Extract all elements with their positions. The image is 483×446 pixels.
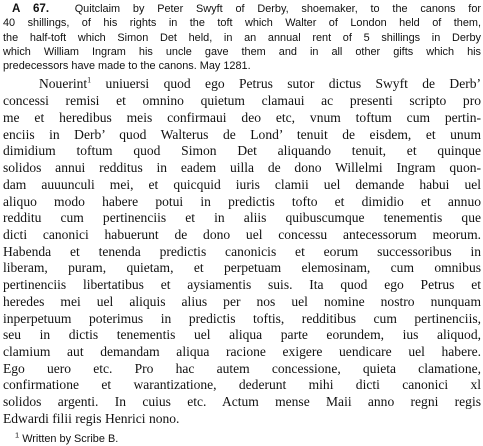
charter-line: dimidium toftum quod Simon Det aliquando tenuit, et quinque <box>3 143 481 159</box>
charter-line: uniuersi quod ego Petrus sutor dictus Swyft de Derb’ <box>91 76 481 92</box>
charter-text <box>3 76 481 427</box>
summary-line: Quitclaim by Peter Swyft of Derby, shoemaker, to the canons for <box>74 3 481 15</box>
summary-line: 40 shillings, of his rights in the toft which Walter of London held of them, <box>3 17 481 30</box>
charter-opening-word: Nouerint <box>39 76 88 92</box>
charter-line: seu in dictis tenementis uel aliqua parte eorundem, ius aliquod, <box>3 327 481 343</box>
charter-line: me et heredibus meis confirmaui deo etc, vnum toftum cum pertin- <box>3 109 481 125</box>
charter-line: dicti canonici habuerunt de dono uel concessu antecessorum meorum. <box>3 226 481 242</box>
summary-line: predecessors have made to the canons. May 1281. <box>3 60 251 73</box>
charter-line: enciis in Derb’ quod Walterus de Lond’ tenuit de eisdem, et unum <box>3 126 481 142</box>
charter-line: solidos argenti. In cuius etc. Actum mense Maii anno regni regis <box>3 394 481 410</box>
charter-line: inperpetuum poterimus in predictis toftis, redditibus cum pertinenciis, <box>3 310 481 326</box>
entry-reference: A 67. <box>12 2 50 15</box>
footnote <box>15 429 481 446</box>
charter-line: heredes mei uel aliquis alius per nos uel nomine nostro nunquam <box>3 293 481 309</box>
charter-line: Ego uero etc. Pro hac autem concessione, quieta clamatione, <box>3 360 481 376</box>
charter-line: pertinenciis libertatibus et aysiamentis suis. Ita quod ego Petrus et <box>3 277 481 293</box>
footnote-reference: 1 <box>87 75 92 85</box>
charter-line: redditu cum pertinenciis et in aliis quibuscumque tenementis que <box>3 210 481 226</box>
footnote-text: Written by Scribe B. <box>19 432 119 445</box>
charter-line: Edwardi filii regis Henrici nono. <box>3 410 180 426</box>
document-page <box>3 2 481 446</box>
charter-line: clamium aut demandam aliqua racione exigere uendicare uel habere. <box>3 343 481 359</box>
charter-line: Habenda et tenenda predictis canonicis et eorum successoribus in <box>3 243 481 259</box>
charter-line: dam auuunculi mei, et quicquid iuris clamii uel demande habui uel <box>3 176 481 192</box>
footnote-marker: 1 <box>15 429 20 439</box>
summary-line: which William Ingram his uncle gave them and in all other gifts which his <box>3 45 481 58</box>
charter-line: aliquo modo habere potui in predictis tofto et dimidio et annuo <box>3 193 481 209</box>
charter-line: liberam, puram, quietam, et perpetuam elemosinam, cum omnibus <box>3 260 481 276</box>
charter-line: solidos annui redditus in eadem uilla de dono Willelmi Ingram quon- <box>3 160 481 176</box>
charter-line: concessi remisi et omnino quietum clamaui ac presenti scripto pro <box>3 93 481 109</box>
charter-line: confirmatione et warantizatione, dederunt mihi dicti canonici xl <box>3 377 481 393</box>
entry-summary <box>3 2 481 73</box>
summary-line: the half-toft which Simon Det held, in an annual rent of 5 shillings in Derby <box>3 31 481 44</box>
